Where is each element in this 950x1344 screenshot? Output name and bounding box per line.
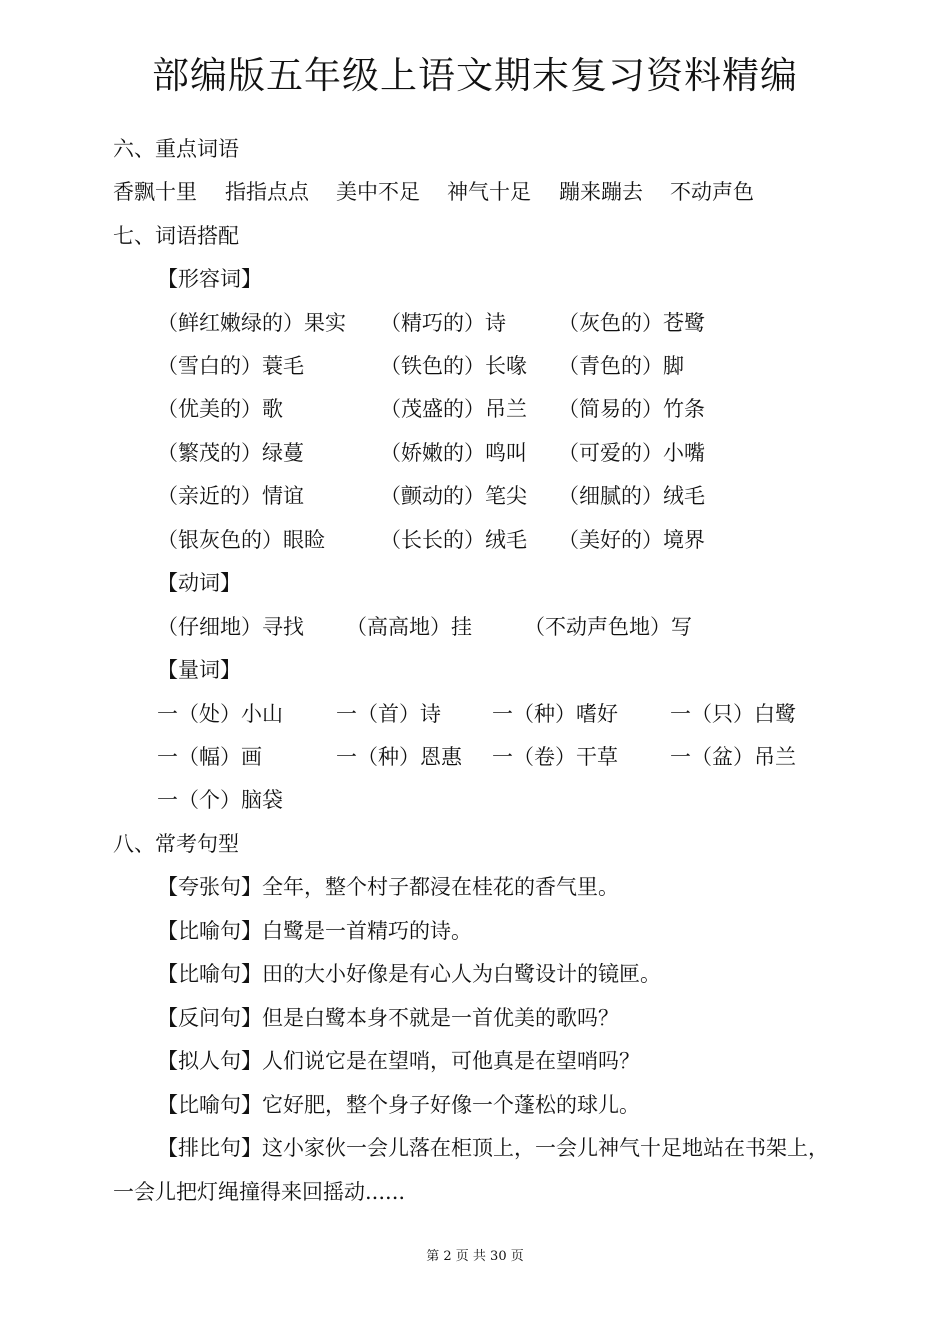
measure-phrase: 一（盆）吊兰 bbox=[670, 745, 796, 769]
key-word: 指指点点 bbox=[225, 180, 309, 204]
example-sentence: 【夸张句】全年，整个村子都浸在桂花的香气里。 bbox=[157, 875, 619, 899]
adjective-phrase: （优美的）歌 bbox=[157, 397, 283, 421]
adjective-phrase: （美好的）境界 bbox=[558, 528, 705, 552]
adjective-phrase: （亲近的）情谊 bbox=[157, 484, 304, 508]
adjective-phrase: （茂盛的）吊兰 bbox=[380, 397, 527, 421]
adjective-phrase: （可爱的）小嘴 bbox=[558, 441, 705, 465]
category-label-verbs: 【动词】 bbox=[157, 571, 241, 595]
adjective-phrase: （精巧的）诗 bbox=[380, 311, 506, 335]
key-word: 不动声色 bbox=[670, 180, 754, 204]
section-heading-key-words: 六、重点词语 bbox=[113, 137, 239, 161]
example-sentence: 【排比句】这小家伙一会儿落在柜顶上，一会儿神气十足地站在书架上， bbox=[157, 1136, 829, 1160]
adjective-phrase: （铁色的）长喙 bbox=[380, 354, 527, 378]
measure-phrase: 一（首）诗 bbox=[336, 702, 441, 726]
measure-phrase: 一（幅）画 bbox=[157, 745, 262, 769]
example-sentence: 【比喻句】田的大小好像是有心人为白鹭设计的镜匣。 bbox=[157, 962, 661, 986]
adjective-phrase: （细腻的）绒毛 bbox=[558, 484, 705, 508]
example-sentence: 【比喻句】它好肥，整个身子好像一个蓬松的球儿。 bbox=[157, 1093, 640, 1117]
measure-phrase: 一（种）嗜好 bbox=[492, 702, 618, 726]
example-sentence: 【比喻句】白鹭是一首精巧的诗。 bbox=[157, 919, 472, 943]
example-sentence: 【反问句】但是白鹭本身不就是一首优美的歌吗？ bbox=[157, 1006, 619, 1030]
example-sentence: 【拟人句】人们说它是在望哨，可他真是在望哨吗？ bbox=[157, 1049, 640, 1073]
page-title: 部编版五年级上语文期末复习资料精编 bbox=[152, 54, 798, 97]
section-heading-sentence-patterns: 八、常考句型 bbox=[113, 832, 239, 856]
section-heading-word-collocation: 七、词语搭配 bbox=[113, 224, 239, 248]
measure-phrase: 一（卷）干草 bbox=[492, 745, 618, 769]
adjective-phrase: （简易的）竹条 bbox=[558, 397, 705, 421]
verb-phrase: （不动声色地）写 bbox=[524, 615, 692, 639]
measure-phrase: 一（只）白鹭 bbox=[670, 702, 796, 726]
category-label-measure-words: 【量词】 bbox=[157, 658, 241, 682]
measure-phrase: 一（处）小山 bbox=[157, 702, 283, 726]
measure-phrase: 一（种）恩惠 bbox=[336, 745, 462, 769]
key-word: 香飘十里 bbox=[113, 180, 197, 204]
adjective-phrase: （繁茂的）绿蔓 bbox=[157, 441, 304, 465]
example-sentence-continuation: 一会儿把灯绳撞得来回摇动...... bbox=[113, 1180, 406, 1204]
key-word: 蹦来蹦去 bbox=[559, 180, 643, 204]
measure-phrase: 一（个）脑袋 bbox=[157, 788, 283, 812]
adjective-phrase: （娇嫩的）鸣叫 bbox=[380, 441, 527, 465]
adjective-phrase: （银灰色的）眼睑 bbox=[157, 528, 325, 552]
adjective-phrase: （长长的）绒毛 bbox=[380, 528, 527, 552]
category-label-adjectives: 【形容词】 bbox=[157, 267, 262, 291]
adjective-phrase: （雪白的）蓑毛 bbox=[157, 354, 304, 378]
adjective-phrase: （青色的）脚 bbox=[558, 354, 684, 378]
adjective-phrase: （灰色的）苍鹭 bbox=[558, 311, 705, 335]
page-number-footer: 第 2 页 共 30 页 bbox=[426, 1249, 524, 1264]
key-word: 美中不足 bbox=[336, 180, 420, 204]
adjective-phrase: （颤动的）笔尖 bbox=[380, 484, 527, 508]
verb-phrase: （仔细地）寻找 bbox=[157, 615, 304, 639]
adjective-phrase: （鲜红嫩绿的）果实 bbox=[157, 311, 346, 335]
verb-phrase: （高高地）挂 bbox=[346, 615, 472, 639]
key-word: 神气十足 bbox=[447, 180, 531, 204]
